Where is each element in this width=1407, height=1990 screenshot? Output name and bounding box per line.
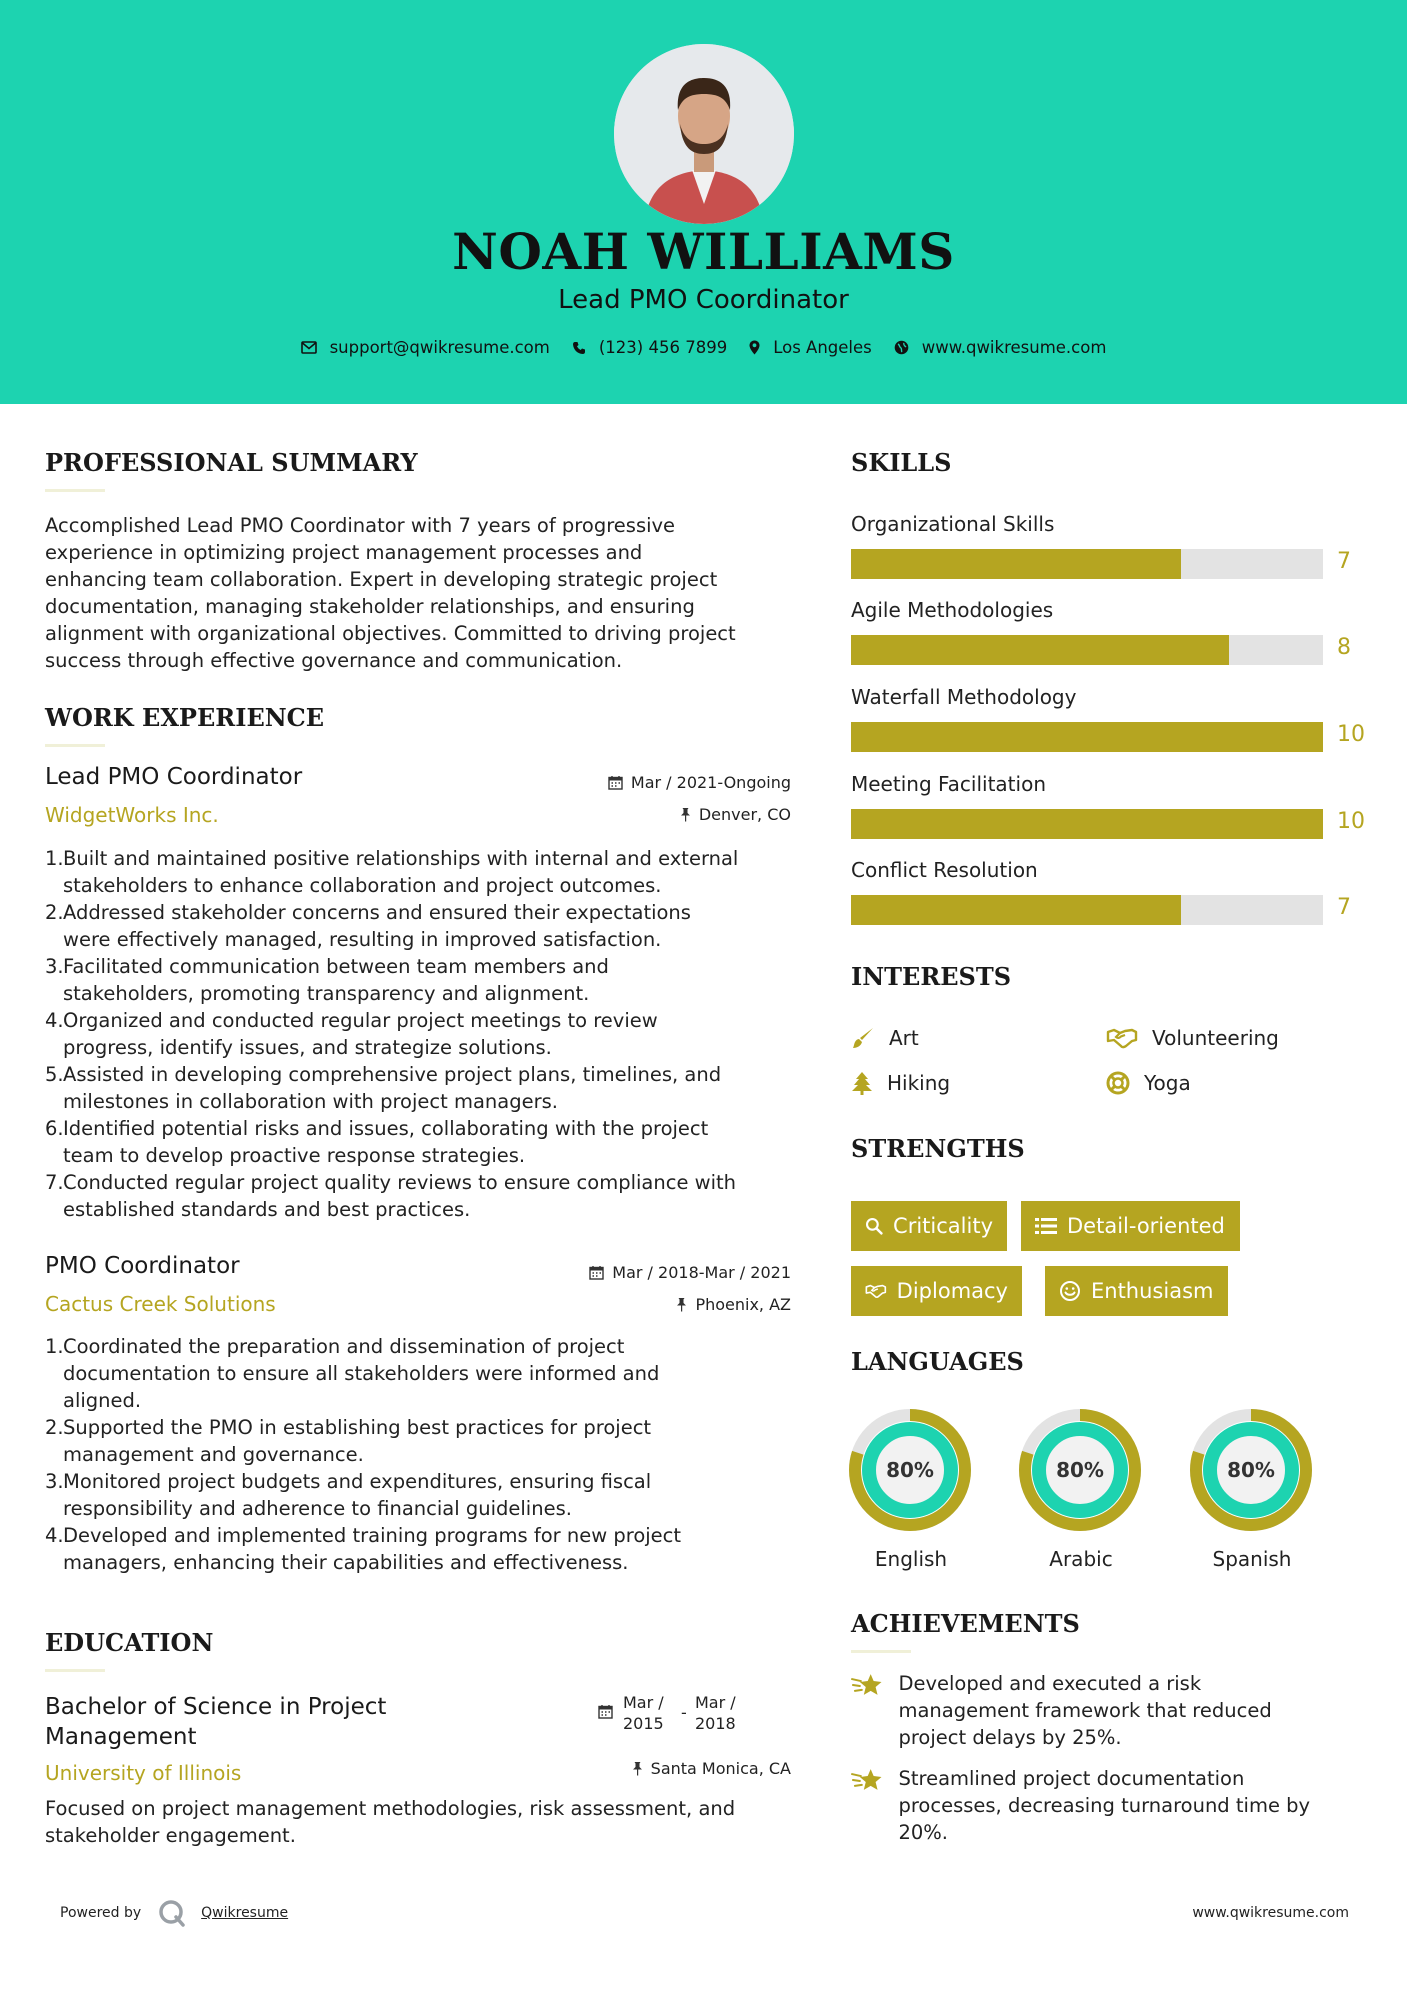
education-location: [480, 1759, 791, 1778]
achievement-line: project delays by 25%.: [898, 1726, 1122, 1749]
list-number: 1.: [45, 1335, 64, 1358]
contact-location-text: Los Angeles: [773, 338, 872, 357]
job-location-text: Phoenix, AZ: [695, 1295, 791, 1314]
pushpin-icon: [632, 1761, 643, 1776]
achievement-item: [851, 1670, 1351, 1751]
job-duties-list: [45, 845, 815, 1223]
envelope-icon: [301, 341, 317, 354]
lifering-icon: [1106, 1071, 1130, 1095]
skill-name: Meeting Facilitation: [851, 772, 1046, 796]
date-part: Mar /: [695, 1693, 736, 1712]
contact-website-text: www.qwikresume.com: [921, 338, 1107, 357]
education-title: EDUCATION: [45, 1628, 214, 1657]
calendar-icon: [589, 1265, 604, 1280]
strengths-title: STRENGTHS: [851, 1134, 1025, 1163]
summary-title: PROFESSIONAL SUMMARY: [45, 448, 418, 477]
achievement-line: 20%.: [898, 1821, 948, 1844]
duty-line: Addressed stakeholder concerns and ensured their expectations: [63, 901, 691, 924]
candidate-name: NOAH WILLIAMS: [452, 222, 955, 281]
footer-website[interactable]: www.qwikresume.com: [1192, 1905, 1349, 1921]
description-line: Focused on project management methodologies, risk assessment, and: [45, 1797, 736, 1820]
achievement-line: processes, decreasing turnaround time by: [898, 1794, 1311, 1817]
degree-line: Management: [45, 1724, 197, 1750]
education-description: [45, 1795, 815, 1849]
ring-percent-label: 80%: [1227, 1458, 1275, 1482]
duty-line: Assisted in developing comprehensive project plans, timelines, and: [63, 1063, 722, 1086]
list-number: 2.: [45, 1416, 64, 1439]
list-number: 3.: [45, 955, 64, 978]
list-number: 3.: [45, 1470, 64, 1493]
pushpin-icon: [676, 1297, 687, 1312]
strength-name: Criticality: [893, 1214, 993, 1238]
job-title: PMO Coordinator: [45, 1253, 240, 1279]
globe-icon: [894, 340, 909, 355]
skill-value: 7: [1337, 549, 1351, 574]
skill-name: Waterfall Methodology: [851, 685, 1077, 709]
skill-value: 10: [1337, 809, 1365, 834]
job-company: Cactus Creek Solutions: [45, 1292, 276, 1316]
ring-percent-label: 80%: [886, 1458, 934, 1482]
phone-icon: [572, 341, 586, 355]
education-location-text: Santa Monica, CA: [650, 1759, 791, 1778]
achievement-text: [898, 1670, 1351, 1751]
strength-tag: [851, 1201, 1007, 1251]
duty-line: Coordinated the preparation and dissemination of project: [63, 1335, 625, 1358]
list-item: [45, 845, 815, 899]
degree-line: Bachelor of Science in Project: [45, 1694, 387, 1720]
profile-photo: [614, 44, 794, 224]
person-icon: [614, 44, 794, 224]
interests-title: INTERESTS: [851, 962, 1012, 991]
list-item: [45, 953, 815, 1007]
skill-bar-track: [851, 635, 1323, 665]
duty-line: aligned.: [63, 1389, 142, 1412]
achievements-underline: [851, 1650, 911, 1653]
job-location: [480, 805, 791, 824]
brand-link[interactable]: Qwikresume: [201, 1905, 289, 1921]
list-number: 7.: [45, 1171, 64, 1194]
skill-bar-track: [851, 809, 1323, 839]
skill-value: 7: [1337, 895, 1351, 920]
list-item: [45, 1169, 815, 1223]
list-item: [45, 1115, 815, 1169]
contact-phone-text: (123) 456 7899: [598, 338, 728, 357]
interest-item: [851, 1026, 919, 1050]
date-part: 2018: [695, 1714, 736, 1733]
date-part: 2015: [623, 1714, 664, 1733]
job-dates-text: Mar / 2018-Mar / 2021: [612, 1263, 791, 1282]
skill-bar-track: [851, 549, 1323, 579]
skill-value: 8: [1337, 635, 1351, 660]
interest-item: [1106, 1071, 1191, 1095]
strength-tag: [851, 1266, 1022, 1316]
duty-line: managers, enhancing their capabilities and effectiveness.: [63, 1551, 629, 1574]
calendar-icon: [608, 775, 623, 790]
achievement-item: [851, 1765, 1351, 1846]
description-line: stakeholder engagement.: [45, 1824, 296, 1847]
job-dates-text: Mar / 2021-Ongoing: [630, 773, 791, 792]
achievement-line: management framework that reduced: [898, 1699, 1272, 1722]
contact-email-text: support@qwikresume.com: [329, 338, 550, 357]
list-icon: [1035, 1217, 1057, 1235]
ring-percent-label: 80%: [1056, 1458, 1104, 1482]
duty-line: Developed and implemented training programs for new project: [63, 1524, 682, 1547]
list-item: [45, 1468, 815, 1522]
skill-name: Agile Methodologies: [851, 598, 1054, 622]
summary-line: documentation, managing stakeholder relationships, and ensuring: [45, 595, 695, 618]
strength-name: Detail-oriented: [1067, 1214, 1225, 1238]
search-icon: [865, 1215, 883, 1237]
language-ring: [1025, 1415, 1135, 1525]
experience-underline: [45, 744, 105, 747]
skill-bar-fill: [851, 722, 1323, 752]
shooting-star-icon: [851, 1765, 884, 1793]
summary-line: enhancing team collaboration. Expert in developing strategic project: [45, 568, 718, 591]
calendar-icon: [598, 1704, 613, 1719]
interest-name: Volunteering: [1152, 1026, 1279, 1050]
languages-title: LANGUAGES: [851, 1347, 1024, 1376]
interest-name: Hiking: [887, 1071, 951, 1095]
school-name: University of Illinois: [45, 1761, 242, 1785]
duty-line: stakeholders, promoting transparency and alignment.: [63, 982, 590, 1005]
duty-line: management and governance.: [63, 1443, 364, 1466]
list-item: [45, 1333, 815, 1414]
duty-line: Organized and conducted regular project meetings to review: [63, 1009, 658, 1032]
education-underline: [45, 1669, 105, 1672]
achievements-title: ACHIEVEMENTS: [851, 1609, 1080, 1638]
footer-powered-by: [60, 1898, 288, 1928]
header-banner: [0, 0, 1407, 404]
duty-line: Supported the PMO in establishing best practices for project: [63, 1416, 652, 1439]
list-number: 6.: [45, 1117, 64, 1140]
shooting-star-icon: [851, 1670, 884, 1698]
contact-email[interactable]: [301, 338, 550, 357]
experience-title: WORK EXPERIENCE: [45, 703, 325, 732]
smile-icon: [1059, 1280, 1081, 1302]
contact-phone[interactable]: [572, 338, 727, 357]
strength-tag: [1021, 1201, 1240, 1251]
duty-line: Identified potential risks and issues, collaborating with the project: [63, 1117, 709, 1140]
education-end: [695, 1692, 745, 1734]
summary-underline: [45, 489, 105, 492]
list-number: 2.: [45, 901, 64, 924]
handshake-icon: [865, 1280, 887, 1302]
degree-title: [45, 1692, 386, 1752]
duty-line: Built and maintained positive relationships with internal and external: [63, 847, 739, 870]
job-location: [480, 1295, 791, 1314]
duty-line: progress, identify issues, and strategize solutions.: [63, 1036, 552, 1059]
contact-location: [749, 338, 872, 357]
skill-bar-track: [851, 895, 1323, 925]
duty-line: Facilitated communication between team members and: [63, 955, 609, 978]
skill-bar-fill: [851, 635, 1229, 665]
skill-bar-fill: [851, 549, 1181, 579]
job-dates: [480, 773, 791, 792]
language-name: English: [874, 1547, 948, 1571]
list-item: [45, 899, 815, 953]
job-company: WidgetWorks Inc.: [45, 803, 219, 827]
language-rings: [842, 1402, 1342, 1542]
education-start: [623, 1692, 681, 1734]
interest-item: [1106, 1026, 1279, 1050]
duty-line: Monitored project budgets and expenditures, ensuring fiscal: [63, 1470, 652, 1493]
list-number: 5.: [45, 1063, 64, 1086]
language-name: Arabic: [1049, 1547, 1113, 1571]
achievement-text: [898, 1765, 1351, 1846]
achievement-line: Streamlined project documentation: [898, 1767, 1245, 1790]
skills-title: SKILLS: [851, 448, 952, 477]
list-item: [45, 1414, 815, 1468]
summary-text: [45, 512, 805, 674]
summary-line: experience in optimizing project management processes and: [45, 541, 643, 564]
strength-name: Enthusiasm: [1091, 1279, 1214, 1303]
education-dates: [598, 1692, 745, 1734]
qwikresume-logo-icon: [157, 1898, 187, 1928]
job-location-text: Denver, CO: [698, 805, 791, 824]
date-part: Mar /: [623, 1693, 664, 1712]
duty-line: responsibility and adherence to financial guidelines.: [63, 1497, 572, 1520]
duty-line: were effectively managed, resulting in improved satisfaction.: [63, 928, 662, 951]
duty-line: Conducted regular project quality reviews to ensure compliance with: [63, 1171, 737, 1194]
strength-name: Diplomacy: [896, 1279, 1008, 1303]
skill-bar-track: [851, 722, 1323, 752]
job-title: Lead PMO Coordinator: [45, 764, 303, 790]
strength-tag: [1045, 1266, 1228, 1316]
list-number: 1.: [45, 847, 64, 870]
skill-bar-fill: [851, 809, 1323, 839]
handshake-icon: [1106, 1027, 1138, 1049]
tree-icon: [851, 1071, 873, 1095]
job-dates: [480, 1263, 791, 1282]
skill-bar-fill: [851, 895, 1181, 925]
contact-bar: [0, 338, 1407, 357]
interest-item: [851, 1071, 950, 1095]
language-ring: [855, 1415, 965, 1525]
duty-line: established standards and best practices.: [63, 1198, 471, 1221]
list-number: 4.: [45, 1009, 64, 1032]
paintbrush-icon: [851, 1026, 875, 1050]
list-number: 4.: [45, 1524, 64, 1547]
duty-line: team to develop proactive response strategies.: [63, 1144, 526, 1167]
list-item: [45, 1007, 815, 1061]
achievement-line: Developed and executed a risk: [898, 1672, 1202, 1695]
interest-name: Yoga: [1144, 1071, 1191, 1095]
map-pin-icon: [749, 340, 760, 355]
contact-website[interactable]: [894, 338, 1107, 357]
job-duties-list: [45, 1333, 815, 1576]
date-separator: -: [681, 1703, 687, 1722]
candidate-role: Lead PMO Coordinator: [558, 285, 849, 315]
duty-line: documentation to ensure all stakeholders were informed and: [63, 1362, 660, 1385]
language-ring: [1196, 1415, 1306, 1525]
duty-line: milestones in collaboration with project managers.: [63, 1090, 558, 1113]
powered-by-text: Powered by: [60, 1905, 142, 1921]
language-name: Spanish: [1212, 1547, 1292, 1571]
summary-line: Accomplished Lead PMO Coordinator with 7 years of progressive: [45, 514, 676, 537]
pushpin-icon: [680, 807, 691, 822]
duty-line: stakeholders to enhance collaboration and project outcomes.: [63, 874, 662, 897]
interest-name: Art: [889, 1026, 919, 1050]
skill-name: Organizational Skills: [851, 512, 1055, 536]
skill-name: Conflict Resolution: [851, 858, 1038, 882]
summary-line: alignment with organizational objectives. Committed to driving project: [45, 622, 736, 645]
list-item: [45, 1522, 815, 1576]
list-item: [45, 1061, 815, 1115]
summary-line: success through effective governance and communication.: [45, 649, 623, 672]
skill-value: 10: [1337, 722, 1365, 747]
